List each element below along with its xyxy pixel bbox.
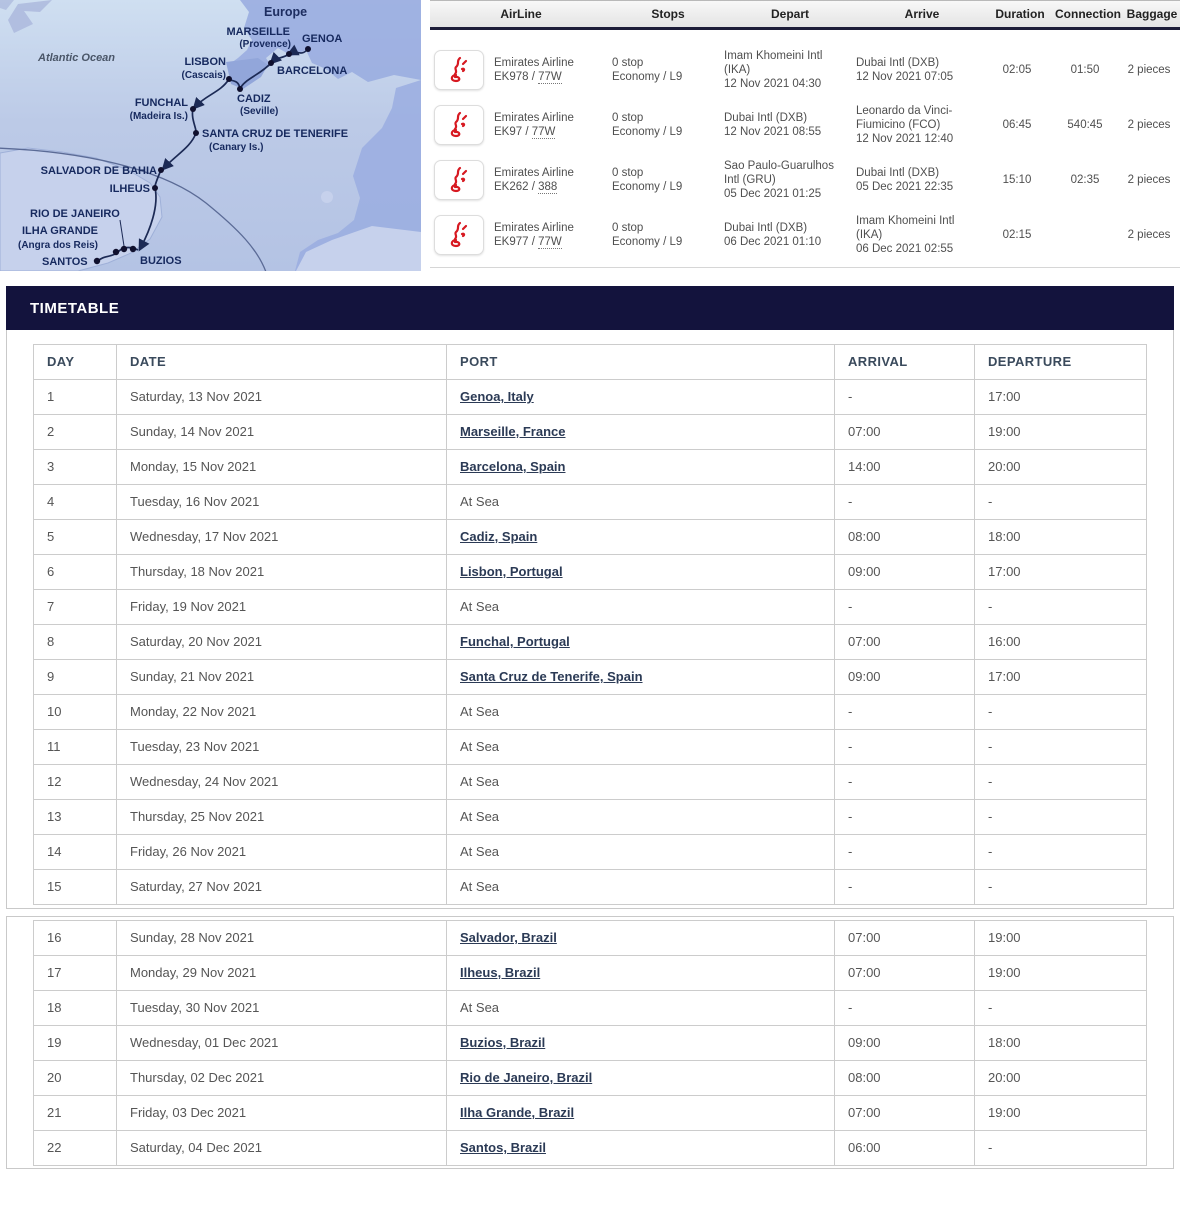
tt-port-cell — [447, 1026, 835, 1061]
tt-departure-cell: - — [975, 695, 1147, 730]
flight-col-stops: Stops — [651, 7, 685, 21]
port-text: At Sea — [460, 494, 500, 509]
airline-logo-cell — [430, 50, 494, 90]
tt-day-cell: 17 — [34, 956, 117, 991]
tt-date-cell: Sunday, 14 Nov 2021 — [117, 415, 447, 450]
port-link[interactable]: Lisbon, Portugal — [460, 564, 563, 579]
tt-departure-cell: - — [975, 1131, 1147, 1166]
tt-date-cell: Wednesday, 24 Nov 2021 — [117, 765, 447, 800]
tt-departure-cell: - — [975, 991, 1147, 1026]
tt-departure-cell: 17:00 — [975, 555, 1147, 590]
map-port-label-santa-cruz: SANTA CRUZ DE TENERIFE — [202, 128, 349, 140]
flight-row — [430, 97, 1180, 152]
tt-port-cell — [447, 695, 835, 730]
equipment-code: 77W — [538, 235, 562, 248]
map-port-label-lisbon: LISBON — [184, 56, 226, 68]
tt-day-cell: 15 — [34, 870, 117, 905]
tt-departure-cell: 19:00 — [975, 1096, 1147, 1131]
timetable-card-2 — [6, 916, 1174, 1169]
tt-day-cell: 19 — [34, 1026, 117, 1061]
flight-airline-cell: Emirates Airline EK262 / 388 — [494, 166, 574, 193]
tt-day-cell: 12 — [34, 765, 117, 800]
tt-day-cell: 5 — [34, 520, 117, 555]
emirates-logo-icon — [434, 160, 484, 200]
timetable-row — [34, 730, 1147, 765]
tt-col-date: DATE — [117, 345, 447, 380]
tt-day-cell: 9 — [34, 660, 117, 695]
map-port-sublabel-ilha-grande: (Angra dos Reis) — [18, 240, 99, 251]
tt-date-cell: Saturday, 20 Nov 2021 — [117, 625, 447, 660]
timetable-header-row — [34, 345, 1147, 380]
emirates-logo-icon — [434, 50, 484, 90]
flight-baggage-cell: 2 pieces — [1127, 63, 1171, 76]
port-text: At Sea — [460, 879, 500, 894]
timetable-row — [34, 555, 1147, 590]
tt-arrival-cell: 09:00 — [835, 555, 975, 590]
tt-day-cell: 10 — [34, 695, 117, 730]
tt-port-cell — [447, 956, 835, 991]
tt-date-cell: Wednesday, 17 Nov 2021 — [117, 520, 447, 555]
tt-port-cell — [447, 625, 835, 660]
flight-connection-cell: 01:50 — [1070, 63, 1100, 76]
map-port-sublabel-marseille: (Provence) — [239, 39, 291, 50]
flight-stops-cell: 0 stop Economy / L9 — [612, 221, 683, 248]
tt-arrival-cell: 07:00 — [835, 625, 975, 660]
tt-departure-cell: - — [975, 590, 1147, 625]
flight-table-bottom-divider — [430, 262, 1180, 268]
map-ocean-label: Atlantic Ocean — [38, 52, 116, 64]
flight-row — [430, 207, 1180, 262]
tt-departure-cell: - — [975, 800, 1147, 835]
map-port-label-barcelona: BARCELONA — [277, 65, 348, 77]
tt-arrival-cell: - — [835, 380, 975, 415]
map-port-label-marseille: MARSEILLE — [226, 26, 290, 38]
flight-connection-cell: 02:35 — [1070, 173, 1100, 186]
flight-col-depart: Depart — [770, 7, 809, 21]
flight-col-duration: Duration — [995, 7, 1045, 21]
tt-day-cell: 22 — [34, 1131, 117, 1166]
tt-date-cell: Monday, 15 Nov 2021 — [117, 450, 447, 485]
port-text: At Sea — [460, 739, 500, 754]
tt-departure-cell: - — [975, 870, 1147, 905]
tt-port-cell — [447, 485, 835, 520]
tt-arrival-cell: 14:00 — [835, 450, 975, 485]
timetable-row — [34, 870, 1147, 905]
timetable-row — [34, 1096, 1147, 1131]
timetable-title-bar — [6, 286, 1174, 330]
airline-logo-cell — [430, 105, 494, 145]
timetable-row — [34, 590, 1147, 625]
tt-day-cell: 20 — [34, 1061, 117, 1096]
timetable-row — [34, 415, 1147, 450]
timetable-row — [34, 765, 1147, 800]
equipment-code: 77W — [531, 125, 556, 138]
flight-row — [430, 42, 1180, 97]
timetable-row — [34, 695, 1147, 730]
flight-stops-cell: 0 stop Economy / L9 — [612, 166, 683, 193]
port-link[interactable]: Cadiz, Spain — [460, 529, 538, 544]
tt-arrival-cell: - — [835, 870, 975, 905]
timetable-row — [34, 450, 1147, 485]
tt-date-cell: Friday, 19 Nov 2021 — [117, 590, 447, 625]
flight-airline-cell: Emirates Airline EK978 / 77W — [494, 56, 574, 83]
tt-departure-cell: 18:00 — [975, 1026, 1147, 1061]
port-link[interactable]: Santa Cruz de Tenerife, Spain — [460, 669, 643, 684]
equipment-code: 77W — [538, 70, 562, 83]
tt-departure-cell: 19:00 — [975, 921, 1147, 956]
tt-day-cell: 18 — [34, 991, 117, 1026]
tt-arrival-cell: 07:00 — [835, 956, 975, 991]
flight-duration-cell: 02:05 — [1002, 63, 1032, 76]
timetable-row — [34, 1026, 1147, 1061]
map-port-label-funchal: FUNCHAL — [134, 97, 188, 109]
tt-day-cell: 3 — [34, 450, 117, 485]
timetable-row — [34, 800, 1147, 835]
airline-logo-cell — [430, 215, 494, 255]
map-port-label-buzios: BUZIOS — [140, 255, 182, 267]
tt-day-cell: 16 — [34, 921, 117, 956]
map-port-sublabel-funchal: (Madeira Is.) — [129, 111, 188, 122]
port-link[interactable]: Barcelona, Spain — [460, 459, 566, 474]
flight-depart-cell: Imam Khomeini Intl (IKA) 12 Nov 2021 04:30 — [724, 49, 823, 90]
tt-day-cell: 4 — [34, 485, 117, 520]
tt-date-cell: Friday, 26 Nov 2021 — [117, 835, 447, 870]
tt-departure-cell: - — [975, 835, 1147, 870]
timetable-row — [34, 380, 1147, 415]
flight-rows — [430, 30, 1180, 262]
flight-row — [430, 152, 1180, 207]
timetable-row — [34, 625, 1147, 660]
map-port-label-cadiz: CADIZ — [237, 93, 271, 105]
tt-departure-cell: - — [975, 730, 1147, 765]
tt-date-cell: Monday, 29 Nov 2021 — [117, 956, 447, 991]
port-text: At Sea — [460, 809, 500, 824]
tt-departure-cell: 19:00 — [975, 415, 1147, 450]
map-port-label-ilheus: ILHEUS — [109, 183, 150, 195]
flight-arrive-cell: Leonardo da Vinci-Fiumicino (FCO) 12 Nov 2021 12:40 — [856, 104, 954, 145]
flight-depart-cell: Sao Paulo-Guarulhos Intl (GRU) 05 Dec 2021 01:25 — [724, 159, 834, 200]
map-port-label-ilha-grande: ILHA GRANDE — [22, 225, 98, 237]
map-port-sublabel-cadiz: (Seville) — [240, 106, 279, 117]
port-link[interactable]: Ilheus, Brazil — [460, 965, 541, 980]
tt-col-port: PORT — [447, 345, 835, 380]
tt-port-cell — [447, 1131, 835, 1166]
tt-port-cell — [447, 450, 835, 485]
tt-day-cell: 2 — [34, 415, 117, 450]
map-canvas — [0, 0, 421, 271]
tt-day-cell: 1 — [34, 380, 117, 415]
timetable-row — [34, 835, 1147, 870]
timetable-row — [34, 660, 1147, 695]
tt-date-cell: Thursday, 18 Nov 2021 — [117, 555, 447, 590]
tt-day-cell: 7 — [34, 590, 117, 625]
tt-port-cell — [447, 555, 835, 590]
port-text: At Sea — [460, 844, 500, 859]
tt-arrival-cell: - — [835, 800, 975, 835]
timetable-row — [34, 991, 1147, 1026]
timetable-table-1 — [33, 344, 1147, 905]
tt-port-cell — [447, 800, 835, 835]
tt-day-cell: 11 — [34, 730, 117, 765]
cruise-route-map — [0, 0, 421, 271]
tt-arrival-cell: - — [835, 590, 975, 625]
map-port-label-salvador: SALVADOR DE BAHIA — [40, 165, 157, 177]
tt-arrival-cell: 07:00 — [835, 415, 975, 450]
flight-table — [430, 0, 1180, 268]
tt-port-cell — [447, 590, 835, 625]
tt-port-cell — [447, 380, 835, 415]
tt-departure-cell: 16:00 — [975, 625, 1147, 660]
tt-arrival-cell: - — [835, 765, 975, 800]
flight-baggage-cell: 2 pieces — [1127, 173, 1171, 186]
tt-day-cell: 6 — [34, 555, 117, 590]
map-port-label-genoa: GENOA — [302, 33, 343, 45]
tt-port-cell — [447, 730, 835, 765]
timetable-table-2 — [33, 920, 1147, 1166]
tt-date-cell: Saturday, 04 Dec 2021 — [117, 1131, 447, 1166]
tt-date-cell: Friday, 03 Dec 2021 — [117, 1096, 447, 1131]
flight-connection-cell: 540:45 — [1067, 118, 1103, 131]
tt-date-cell: Sunday, 21 Nov 2021 — [117, 660, 447, 695]
tt-col-departure: DEPARTURE — [975, 345, 1147, 380]
tt-departure-cell: 17:00 — [975, 380, 1147, 415]
tt-departure-cell: - — [975, 485, 1147, 520]
tt-port-cell — [447, 870, 835, 905]
equipment-code: 388 — [538, 180, 558, 193]
tt-departure-cell: 18:00 — [975, 520, 1147, 555]
tt-arrival-cell: - — [835, 485, 975, 520]
tt-arrival-cell: 08:00 — [835, 1061, 975, 1096]
tt-departure-cell: 19:00 — [975, 956, 1147, 991]
flight-col-baggage: Baggage — [1126, 7, 1178, 21]
tt-port-cell — [447, 660, 835, 695]
tt-date-cell: Tuesday, 30 Nov 2021 — [117, 991, 447, 1026]
tt-date-cell: Thursday, 25 Nov 2021 — [117, 800, 447, 835]
timetable-row — [34, 1061, 1147, 1096]
map-port-sublabel-santa-cruz: (Canary Is.) — [209, 142, 264, 153]
flight-depart-cell: Dubai Intl (DXB) 06 Dec 2021 01:10 — [724, 221, 822, 248]
tt-date-cell: Sunday, 28 Nov 2021 — [117, 921, 447, 956]
flight-arrive-cell: Dubai Intl (DXB) 05 Dec 2021 22:35 — [856, 166, 954, 193]
tt-arrival-cell: - — [835, 730, 975, 765]
flight-duration-cell: 15:10 — [1002, 173, 1032, 186]
tt-date-cell: Monday, 22 Nov 2021 — [117, 695, 447, 730]
tt-arrival-cell: 08:00 — [835, 520, 975, 555]
tt-port-cell — [447, 835, 835, 870]
tt-port-cell — [447, 1061, 835, 1096]
timetable-card-1 — [6, 330, 1174, 909]
tt-date-cell: Saturday, 13 Nov 2021 — [117, 380, 447, 415]
port-text: At Sea — [460, 774, 500, 789]
flight-arrive-cell: Imam Khomeini Intl (IKA) 06 Dec 2021 02:55 — [856, 214, 955, 255]
tt-port-cell — [447, 520, 835, 555]
port-link[interactable]: Salvador, Brazil — [460, 930, 557, 945]
flight-col-connection: Connection — [1055, 7, 1121, 21]
tt-arrival-cell: - — [835, 991, 975, 1026]
port-link[interactable]: Marseille, France — [460, 424, 566, 439]
tt-arrival-cell: 07:00 — [835, 1096, 975, 1131]
flight-depart-cell: Dubai Intl (DXB) 12 Nov 2021 08:55 — [724, 111, 822, 138]
flight-airline-cell: Emirates Airline EK977 / 77W — [494, 221, 574, 248]
tt-departure-cell: 20:00 — [975, 1061, 1147, 1096]
flight-baggage-cell: 2 pieces — [1127, 118, 1171, 131]
tt-port-cell — [447, 991, 835, 1026]
port-text: At Sea — [460, 704, 500, 719]
flight-baggage-cell: 2 pieces — [1127, 228, 1171, 241]
flight-col-arrive: Arrive — [904, 7, 940, 21]
port-link[interactable]: Ilha Grande, Brazil — [460, 1105, 575, 1120]
timetable-row — [34, 520, 1147, 555]
tt-day-cell: 8 — [34, 625, 117, 660]
tt-date-cell: Wednesday, 01 Dec 2021 — [117, 1026, 447, 1061]
top-section — [0, 0, 1180, 271]
tt-arrival-cell: - — [835, 695, 975, 730]
tt-date-cell: Thursday, 02 Dec 2021 — [117, 1061, 447, 1096]
tt-port-cell — [447, 921, 835, 956]
timetable-title: TIMETABLE — [30, 299, 120, 317]
tt-port-cell — [447, 415, 835, 450]
port-text: At Sea — [460, 599, 500, 614]
map-port-label-rio: RIO DE JANEIRO — [30, 208, 120, 220]
tt-date-cell: Tuesday, 16 Nov 2021 — [117, 485, 447, 520]
emirates-logo-icon — [434, 105, 484, 145]
timetable-row — [34, 921, 1147, 956]
tt-col-day: DAY — [34, 345, 117, 380]
tt-date-cell: Saturday, 27 Nov 2021 — [117, 870, 447, 905]
port-link[interactable]: Funchal, Portugal — [460, 634, 570, 649]
airline-logo-cell — [430, 160, 494, 200]
timetable-row — [34, 956, 1147, 991]
tt-departure-cell: 20:00 — [975, 450, 1147, 485]
emirates-logo-icon — [434, 215, 484, 255]
tt-date-cell: Tuesday, 23 Nov 2021 — [117, 730, 447, 765]
port-link[interactable]: Rio de Janeiro, Brazil — [460, 1070, 593, 1085]
port-link[interactable]: Buzios, Brazil — [460, 1035, 546, 1050]
tt-day-cell: 13 — [34, 800, 117, 835]
flight-table-header — [430, 0, 1180, 30]
port-link[interactable]: Santos, Brazil — [460, 1140, 546, 1155]
timetable-row — [34, 485, 1147, 520]
tt-arrival-cell: 07:00 — [835, 921, 975, 956]
timetable-row — [34, 1131, 1147, 1166]
tt-col-arrival: ARRIVAL — [835, 345, 975, 380]
flight-stops-cell: 0 stop Economy / L9 — [612, 56, 683, 83]
map-region-label: Europe — [264, 5, 308, 19]
flight-duration-cell: 02:15 — [1002, 228, 1032, 241]
map-port-label-santos: SANTOS — [42, 256, 88, 268]
flight-stops-cell: 0 stop Economy / L9 — [612, 111, 683, 138]
map-port-sublabel-lisbon: (Cascais) — [181, 70, 226, 81]
tt-arrival-cell: 06:00 — [835, 1131, 975, 1166]
tt-day-cell: 14 — [34, 835, 117, 870]
flight-col-airline: AirLine — [500, 7, 542, 21]
tt-arrival-cell: - — [835, 835, 975, 870]
tt-departure-cell: - — [975, 765, 1147, 800]
flight-airline-cell: Emirates Airline EK97 / 77W — [494, 111, 574, 138]
tt-port-cell — [447, 1096, 835, 1131]
tt-arrival-cell: 09:00 — [835, 660, 975, 695]
tt-arrival-cell: 09:00 — [835, 1026, 975, 1061]
tt-departure-cell: 17:00 — [975, 660, 1147, 695]
flight-arrive-cell: Dubai Intl (DXB) 12 Nov 2021 07:05 — [856, 56, 954, 83]
flight-duration-cell: 06:45 — [1002, 118, 1032, 131]
tt-day-cell: 21 — [34, 1096, 117, 1131]
port-text: At Sea — [460, 1000, 500, 1015]
tt-port-cell — [447, 765, 835, 800]
port-link[interactable]: Genoa, Italy — [460, 389, 534, 404]
